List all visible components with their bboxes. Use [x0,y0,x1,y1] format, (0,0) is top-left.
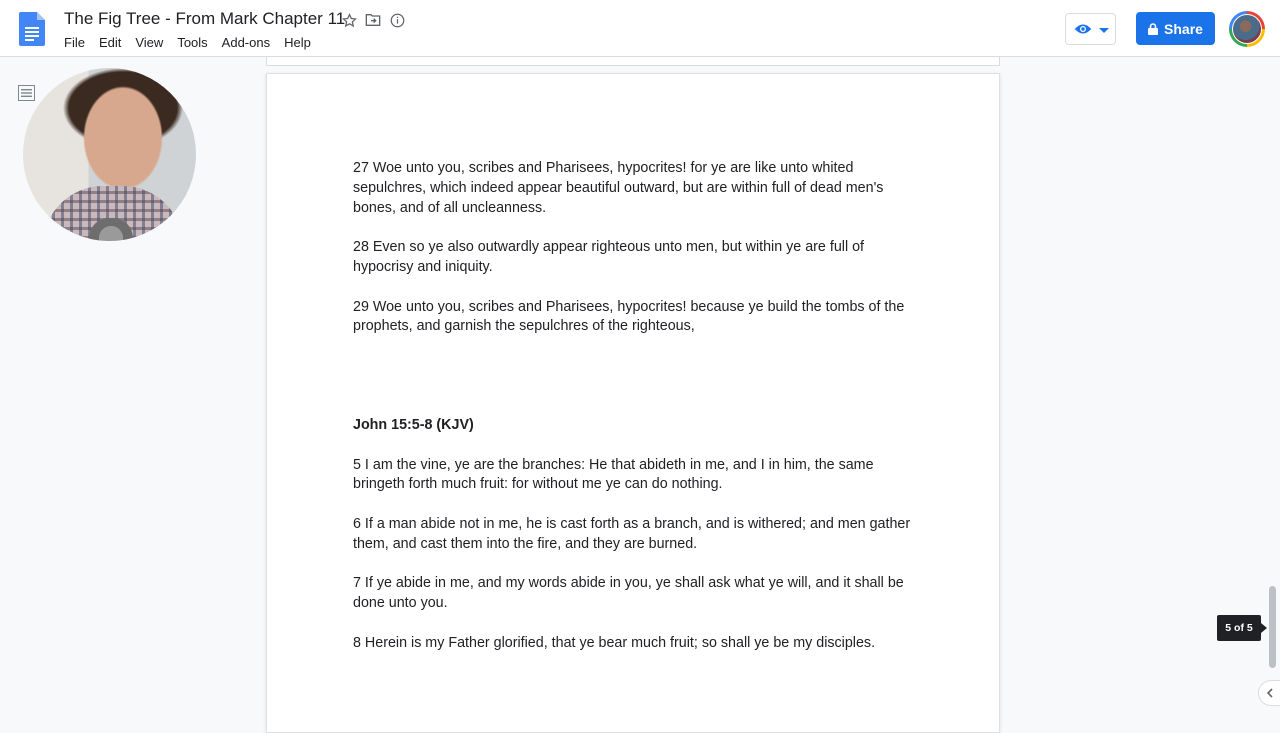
page-content [353,159,923,673]
vertical-scrollbar-thumb[interactable] [1269,586,1276,668]
verse: 6 If a man abide not in me, he is cast forth as a branch, and is withered; and men gather them, and cast them into the fire, and they are burned. [353,515,911,552]
document-page[interactable] [266,73,1000,733]
previous-page-edge [266,57,1000,66]
menu-edit[interactable]: Edit [98,35,122,50]
verse: 7 If ye abide in me, and my words abide in you, ye shall ask what ye will, and it shall be done unto you. [353,575,904,612]
page-indicator-badge: 5 of 5 [1217,615,1261,641]
menu-bar [57,34,318,51]
app-header [0,0,1280,57]
chevron-down-icon [1099,28,1109,33]
move-to-folder-icon[interactable] [364,11,382,29]
menu-file[interactable]: File [64,35,85,50]
document-title[interactable]: The Fig Tree - From Mark Chapter 11 [64,9,346,28]
side-panel-toggle[interactable] [1258,680,1280,706]
menu-help[interactable]: Help [284,35,311,50]
menu-add-ons[interactable]: Add-ons [221,35,271,50]
share-button[interactable] [1136,12,1215,45]
lock-icon [1148,23,1158,35]
chevron-left-icon [1266,688,1274,698]
blank-space [353,357,923,416]
docs-logo-icon[interactable] [19,12,45,46]
verse: 8 Herein is my Father glorified, that ye bear much fruit; so shall ye be my disciples. [353,634,876,651]
verse: 5 I am the vine, ye are the branches: He that abideth in me, and I in him, the same bringeth forth much fruit: for without me ye can do nothing. [353,456,874,493]
menu-view[interactable]: View [135,35,164,50]
account-avatar[interactable] [1229,11,1265,47]
section-heading: John 15:5-8 (KJV) [353,416,474,433]
menu-tools[interactable]: Tools [177,35,208,50]
paragraph: 29 Woe unto you, scribes and Pharisees, hypocrites! because ye build the tombs of the prophets, and garnish the sepulchres of the righteous, [353,298,905,335]
view-mode-button[interactable] [1065,13,1116,45]
share-label: Share [1164,20,1203,37]
document-outline-icon[interactable] [18,85,35,101]
star-icon[interactable] [340,11,358,29]
info-icon[interactable] [388,11,406,29]
webcam-overlay [23,68,196,241]
paragraph: 28 Even so ye also outwardly appear righteous unto men, but within ye are full of hypocrisy and iniquity. [353,239,865,275]
eye-icon [1074,21,1092,37]
paragraph: 27 Woe unto you, scribes and Pharisees, hypocrites! for ye are like unto whited sepulchres, which indeed appear beautiful outward, but are within full of dead men's bones, and of all uncleanness. [353,160,884,216]
